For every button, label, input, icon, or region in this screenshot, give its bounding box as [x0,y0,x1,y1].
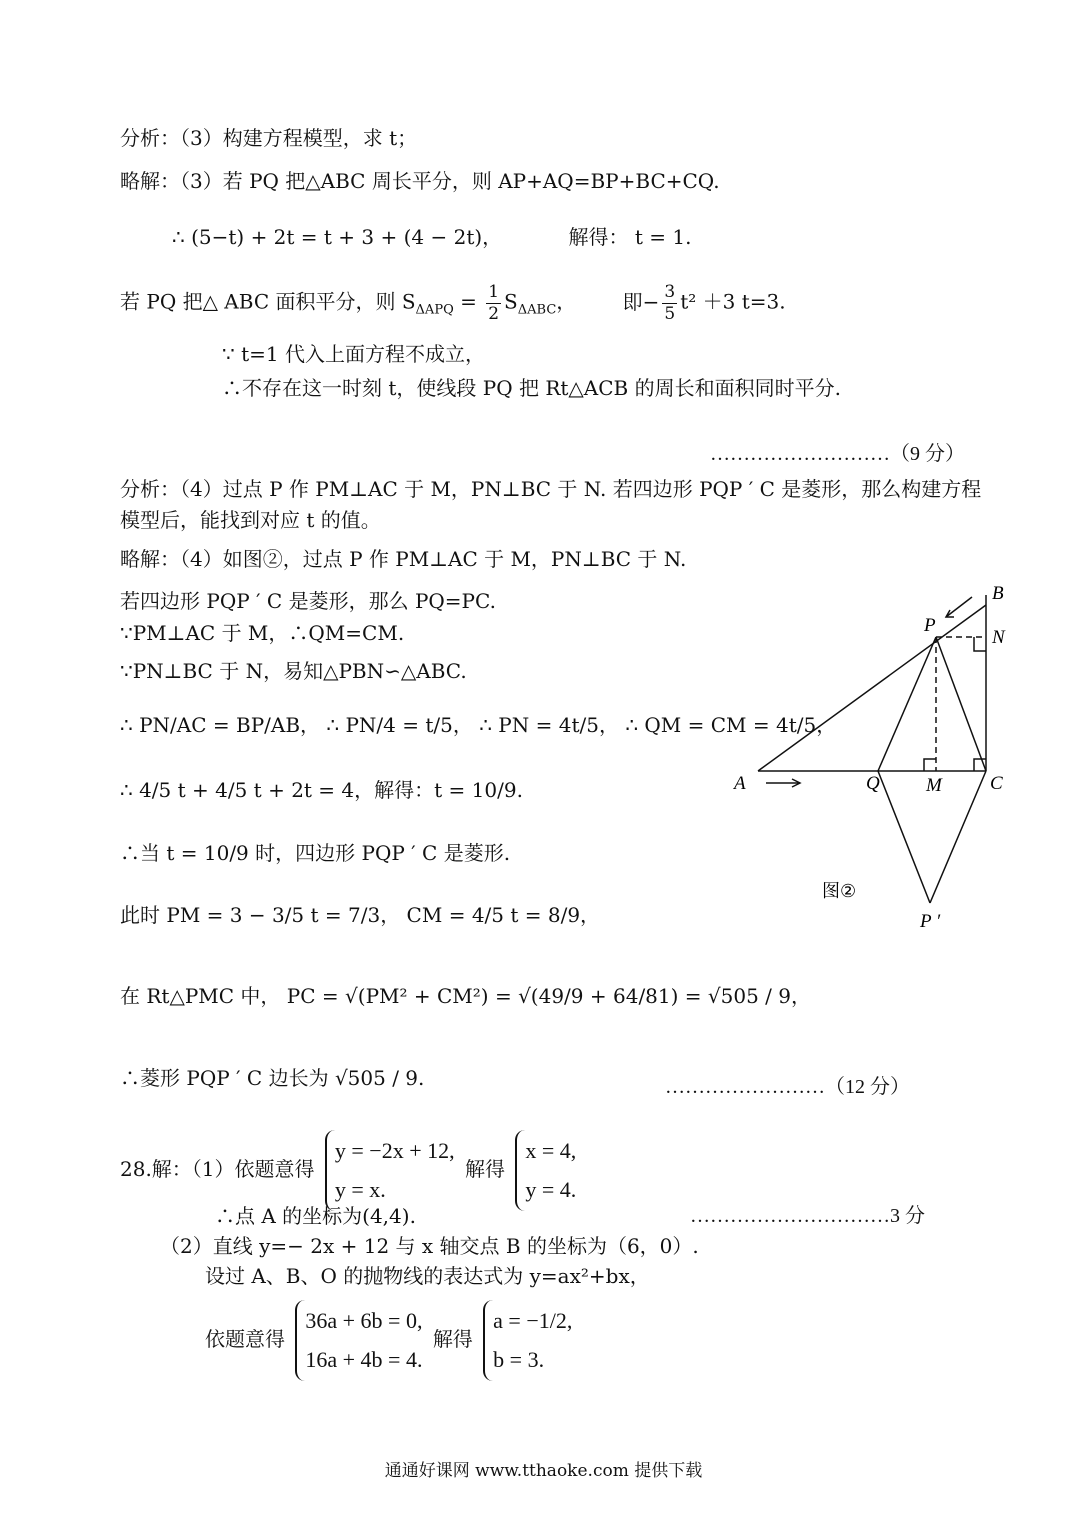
area-prefix: 若 PQ 把△ ABC 面积平分，则 S [120,289,416,314]
sol2-eq2: b = 3. [493,1346,545,1372]
arrow-b [946,597,972,617]
q28-point-a: ∴点 A 的坐标为(4,4). [215,1204,416,1228]
sys1-eq2: y = x. [334,1176,386,1202]
part4-analysis-1: 分析：（4）过点 P 作 PM⊥AC 于 M，PN⊥BC 于 N. 若四边形 PQP ′ C 是菱形，那么构建方程 [120,477,982,501]
figure-caption: 图② [822,881,857,902]
q28-score1: …………………………3 分 [690,1205,925,1227]
segment-pq [878,637,936,771]
q28-intro: 28.解：（1）依题意得 [120,1157,315,1181]
right-angle-m [924,759,936,771]
label-q: Q [866,773,880,794]
part4-rhombus: 若四边形 PQP ′ C 是菱形，那么 PQ=PC. [120,589,496,613]
q28-solve-label2: 解得 [432,1327,473,1351]
eq1: ∴ (5−t) + 2t = t + 3 + (4 − 2t)， [172,225,503,249]
part4-side-eq: ∴菱形 PQP ′ C 边长为 √505 / 9. [120,1066,425,1090]
sol1-eq1: x = 4, [525,1138,577,1163]
label-n: N [992,627,1005,648]
label-a: A [734,773,746,794]
q28-system1 [325,1130,455,1211]
area-eq: 即− [622,289,660,314]
q28-intro2: 依题意得 [205,1327,285,1351]
area-tail: t² ＋3 t=3. [680,289,786,314]
right-angle-n [974,637,986,651]
label-c: C [990,773,1003,794]
label-b: B [992,583,1004,604]
part4-step1: ∵PM⊥AC 于 M，∴QM=CM. [120,621,405,645]
sol2-eq1: a = −1/2, [493,1308,573,1333]
solve1: 解得： t = 1. [568,225,692,249]
segment-qp-prime [878,771,930,903]
part3-analysis: 分析：（3）构建方程模型，求 t； [120,126,418,150]
q28-parabola: 设过 A、B、O 的抛物线的表达式为 y=ax²+bx， [205,1264,650,1288]
part3-because: ∵ t=1 代入上面方程不成立， [222,342,485,366]
part4-ratio-eq: ∴ PN/AC = BP/AB， ∴ PN/4 = t/5， ∴ PN = 4t/5， ∴ QM = CM = 4t/5， [120,713,837,737]
area-equation: 若 PQ 把△ ABC 面积平分，则 $S_{\Delta APQ}$ = $\frac{1}{2}$ $S_{\Delta ABC}$， 即− $\frac{3}{5}$ t² ＋3 t=3. [120,282,786,324]
part4-pc-eq: 在 Rt△PMC 中， PC = √(PM² + CM²) = √(49/9 + 64/81) = √505 / 9， [120,984,812,1008]
part4-analysis-2: 模型后，能找到对应 t 的值。 [120,508,381,532]
q28-solve-label: 解得 [464,1157,505,1181]
footer-text: 通通好课网 www.tthaoke.com 提供下载 [384,1461,703,1481]
part4-step2: ∵PN⊥BC 于 N，易知△PBN∽△ABC. [120,659,467,683]
sys2-eq2: 16a + 4b = 4. [305,1346,423,1372]
q28-part2 [205,1300,576,1381]
q28-line-b: （2）直线 y=− 2x + 12 与 x 轴交点 B 的坐标为（6，0）. [160,1234,699,1258]
three-fifths: $\frac{3}{5}$ [664,282,676,324]
q28-part1 [120,1130,580,1211]
label-p-prime: P ′ [920,911,941,932]
geometry-figure [720,575,1050,935]
label-p: P [924,615,936,636]
half-fraction: $\frac{1}{2}$ [488,282,500,324]
sys1-eq1: y = −2x + 12, [334,1138,455,1163]
part4-solution: 略解：（4）如图②，过点 P 作 PM⊥AC 于 M，PN⊥BC 于 N. [120,547,687,571]
segment-ab [758,605,986,771]
part3-equation [172,227,692,247]
part3-conclusion: ∴不存在这一时刻 t，使线段 PQ 把 Rt△ACB 的周长和面积同时平分. [222,376,841,400]
sol1-eq2: y = 4. [525,1176,577,1202]
segment-pc [936,637,986,771]
q28-solution1 [515,1130,576,1211]
part3-solution: 略解：（3）若 PQ 把△ABC 周长平分，则 AP+AQ=BP+BC+CQ. [120,169,720,193]
q28-solution2 [483,1300,572,1381]
part3-score: ………………………（9 分） [710,443,965,465]
part4-sum-eq: ∴ 4/5 t + 4/5 t + 2t = 4，解得：t = 10/9. [120,778,523,802]
label-m: M [926,775,942,796]
q28-system2 [295,1300,422,1381]
part4-score: ……………………（12 分） [665,1076,910,1098]
sys2-eq1: 36a + 6b = 0, [305,1308,423,1333]
part4-pm-eq: 此时 PM = 3 − 3/5 t = 7/3， CM = 4/5 t = 8/9， [120,903,601,927]
part4-when-eq: ∴当 t = 10/9 时，四边形 PQP ′ C 是菱形. [120,841,511,865]
